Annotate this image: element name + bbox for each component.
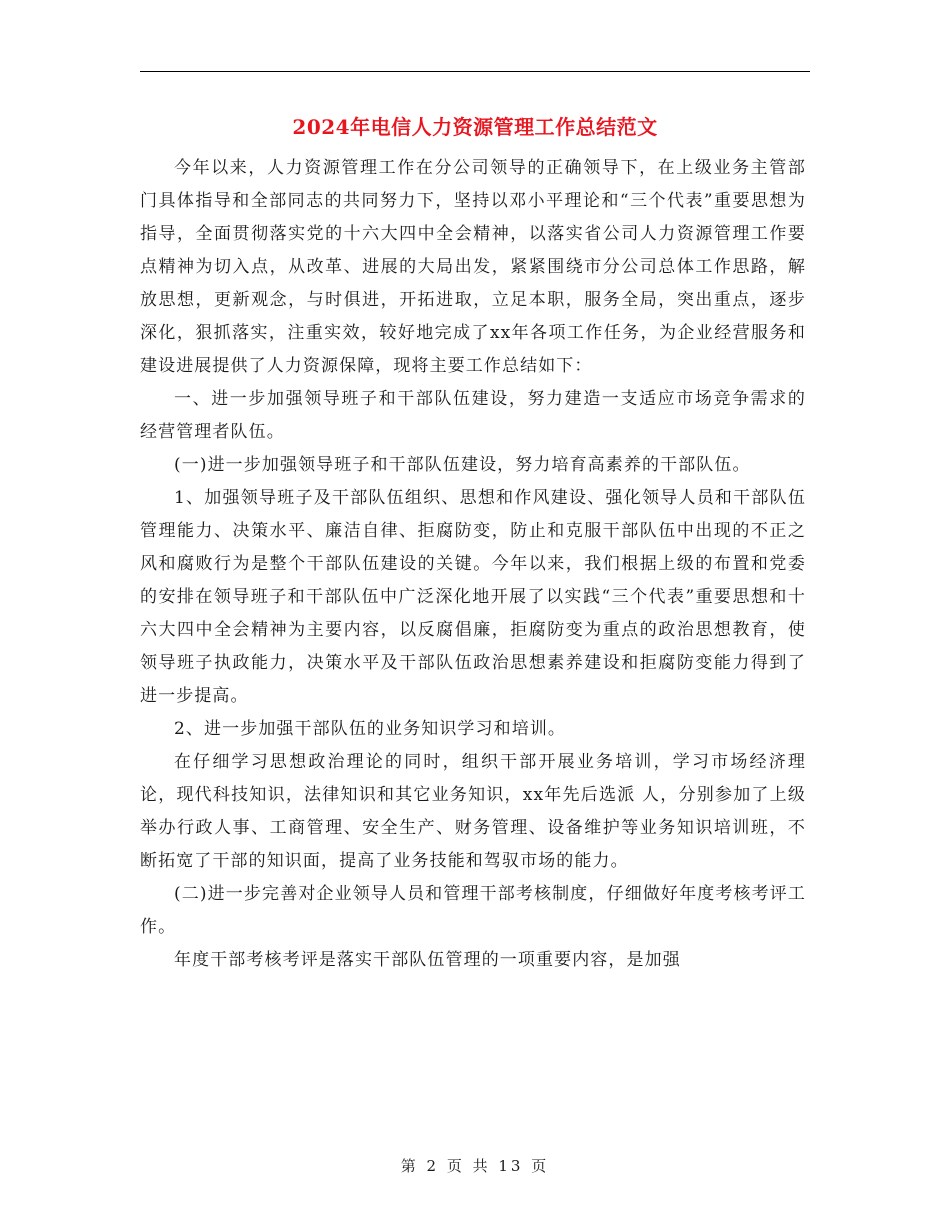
paragraph-subsection-2: (二)进一步完善对企业领导人员和管理干部考核制度，仔细做好年度考核考评工作。 — [140, 884, 806, 937]
paragraph-training: 在仔细学习思想政治理论的同时，组织干部开展业务培训，学习市场经济理论，现代科技知识，法律知识和其它业务知识，xx年先后选派 人，分别参加了上级举办行政人事、工商管理、安全生产、财务管理、设备维护等业务知识培训班，不断拓宽了干部的知识面，提高了业务技能和驾驭市场的能力。 — [140, 752, 806, 871]
header-rule — [140, 71, 810, 72]
paragraph-item-1: 1、加强领导班子及干部队伍组织、思想和作风建设、强化领导人员和干部队伍管理能力、决策水平、廉洁自律、拒腐防变，防止和克服干部队伍中出现的不正之风和腐败行为是整个干部队伍建设的关键。今年以来，我们根据上级的布置和党委的安排在领导班子和干部队伍中广泛深化地开展了以实践“三个代表”重要思想和十六大四中全会精神为主要内容，以反腐倡廉，拒腐防变为重点的政治思想教育，使领导班子执政能力，决策水平及干部队伍政治思想素养建设和拒腐防变能力得到了进一步提高。 — [140, 488, 806, 706]
paragraph-subsection-1: (一)进一步加强领导班子和干部队伍建设，努力培育高素养的干部队伍。 — [174, 455, 751, 475]
page-number-footer: 第 2 页 共 13 页 — [400, 1157, 550, 1175]
document-body — [140, 152, 806, 977]
document-title: 2024年电信人力资源管理工作总结范文 — [292, 115, 658, 139]
paragraph-section-1: 一、进一步加强领导班子和干部队伍建设，努力建造一支适应市场竞争需求的经营管理者队伍。 — [140, 389, 806, 442]
paragraph-assessment: 年度干部考核考评是落实干部队伍管理的一项重要内容，是加强 — [174, 950, 681, 970]
paragraph-item-2: 2、进一步加强干部队伍的业务知识学习和培训。 — [174, 719, 567, 739]
paragraph-intro: 今年以来，人力资源管理工作在分公司领导的正确领导下，在上级业务主管部门具体指导和全部同志的共同努力下，坚持以邓小平理论和“三个代表”重要思想为指导，全面贯彻落实党的十六大四中全会精神，以落实省公司人力资源管理工作要点精神为切入点，从改革、进展的大局出发，紧紧围绕市分公司总体工作思路，解放思想，更新观念，与时俱进，开拓进取，立足本职，服务全局，突出重点，逐步深化，狠抓落实，注重实效，较好地完成了xx年各项工作任务，为企业经营服务和建设进展提供了人力资源保障，现将主要工作总结如下： — [140, 158, 806, 376]
